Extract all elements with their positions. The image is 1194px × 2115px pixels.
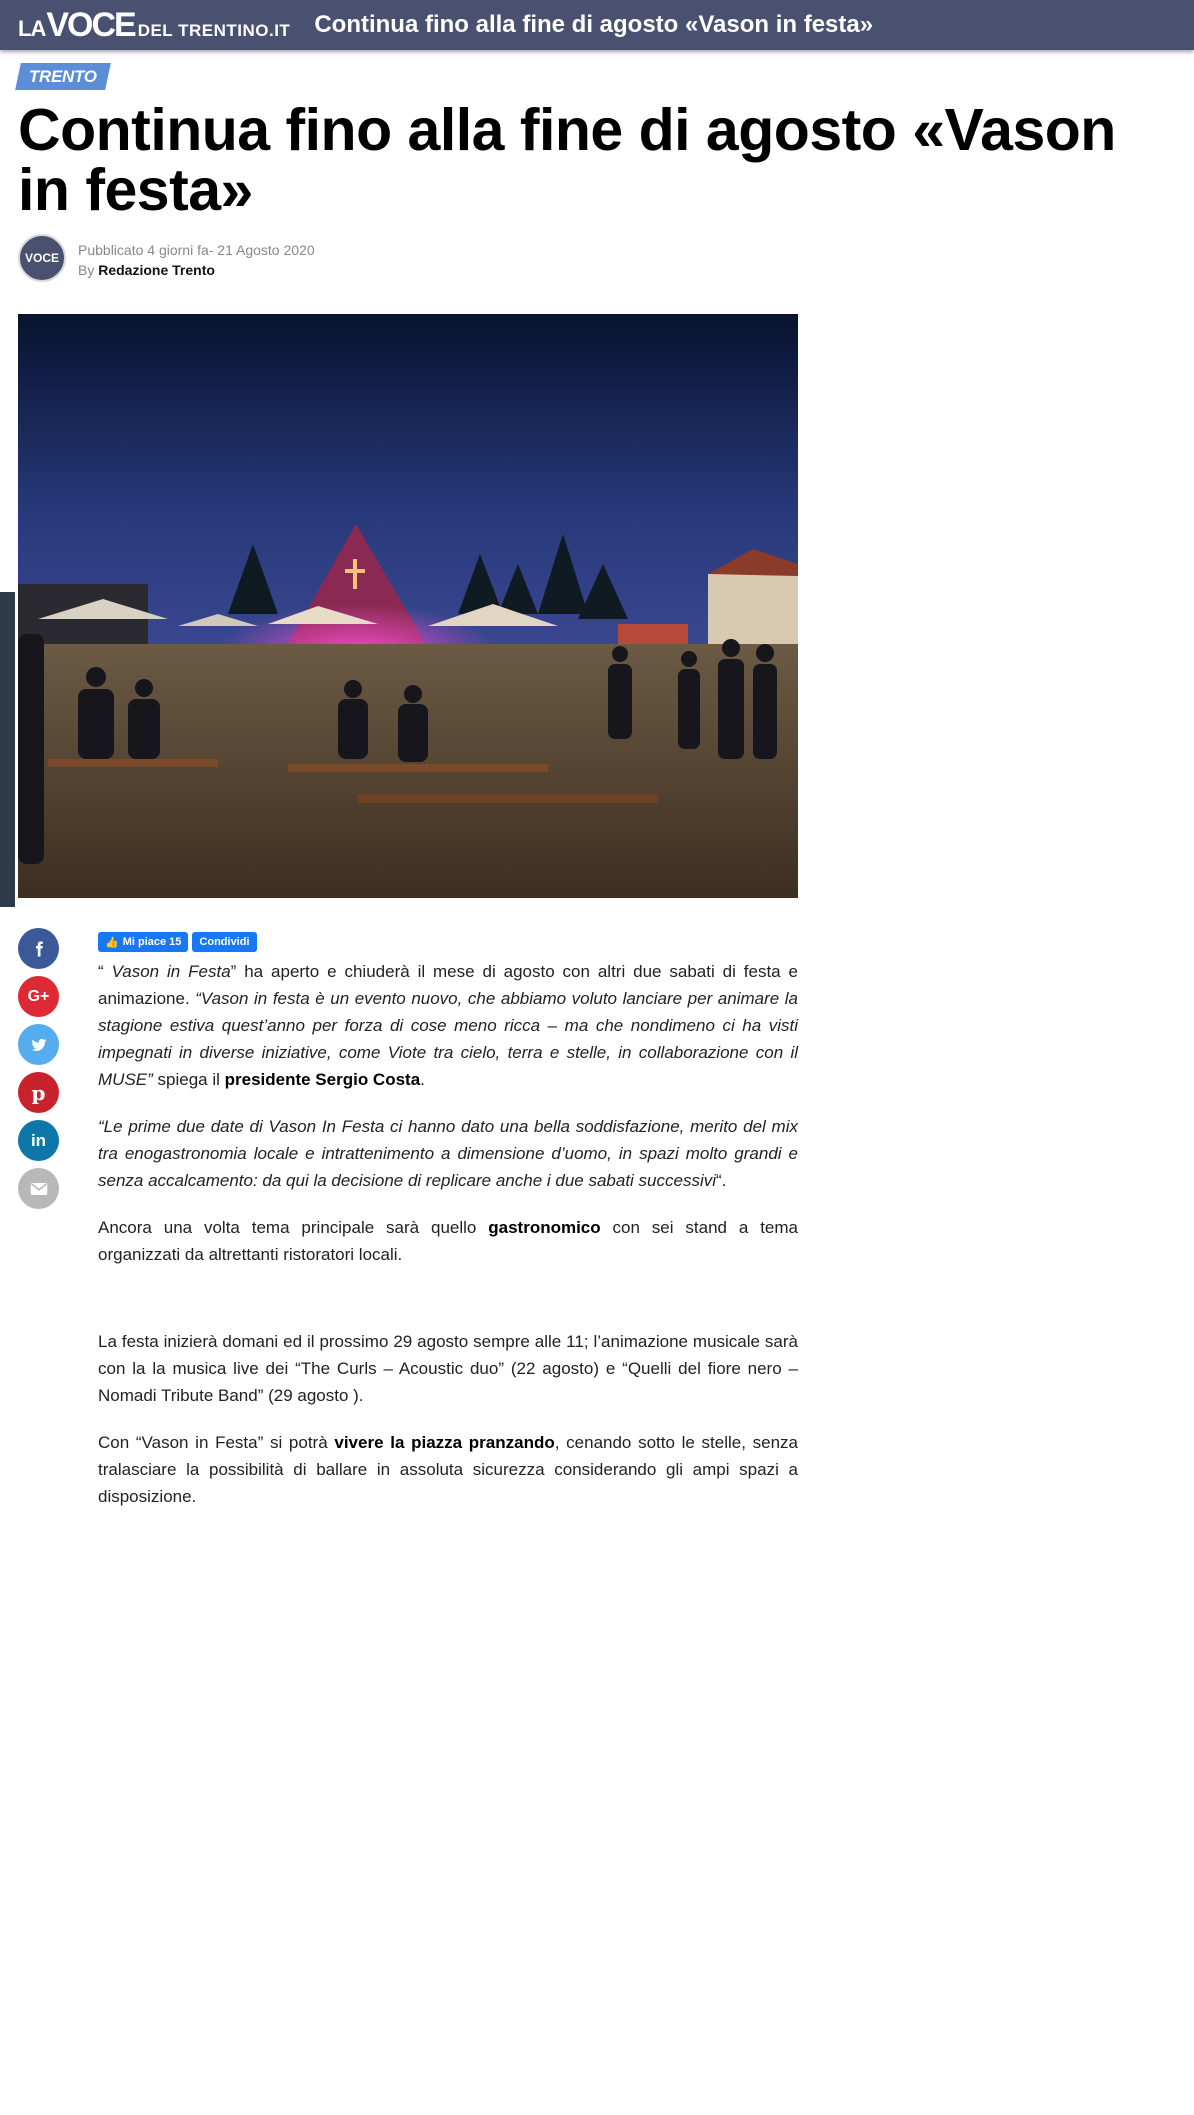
by-label: By (78, 262, 95, 278)
facebook-share-button[interactable] (18, 928, 59, 969)
paragraph-4: La festa inizierà domani ed il prossimo 29 agosto sempre alle 11; l’animazione musicale sarà con la la musica live dei “The Curls – Acoustic duo” (22 agosto) e “Quelli del fiore nero – Nomadi Tribute Band” (29 agosto ). (98, 1332, 798, 1405)
category-badge[interactable] (15, 63, 111, 90)
p1-text: ” ha aperto e chiuderà il mese di agosto con altri due sabati di festa e animazione. (98, 962, 798, 1008)
author-avatar[interactable] (18, 234, 66, 282)
p3-text: Ancora una volta tema principale sarà quello (98, 1218, 489, 1237)
email-icon (30, 1182, 48, 1196)
site-logo[interactable] (18, 8, 290, 42)
twitter-icon (30, 1036, 48, 1054)
share-column (18, 928, 60, 1216)
paragraph-1 (98, 958, 798, 1093)
google-plus-icon: G+ (27, 987, 50, 1005)
header-article-title: Continua fino alla fine di agosto «Vason in festa» (314, 11, 874, 38)
logo-voce: VOCE (46, 6, 135, 44)
event-name: Vason in Festa (111, 962, 231, 981)
p2-quote: “Le prime due date di Vason In Festa ci hanno dato una bella soddisfazione, merito del mix tra enogastronomia locale e intrattenimento a dimensione d’uomo, in spazi molto grandi e senza accalcamento: da qui la decisione di replicare anche i due sabati successivi (98, 1117, 798, 1190)
paragraph-5 (98, 1429, 798, 1510)
category-label: TRENTO (29, 66, 97, 86)
publish-date: Pubblicato 4 giorni fa- 21 Agosto 2020 (78, 242, 315, 258)
logo-la: LA (18, 16, 46, 41)
email-share-button[interactable] (18, 1168, 59, 1209)
logo-del: DEL TRENTINO.IT (137, 21, 291, 40)
linkedin-share-button[interactable] (18, 1120, 59, 1161)
featured-image (18, 314, 798, 898)
linkedin-icon: in (30, 1130, 47, 1150)
p5-bold: vivere la piazza pranzando (334, 1433, 555, 1452)
twitter-share-button[interactable] (18, 1024, 59, 1065)
quote-open: “ (98, 962, 112, 981)
left-edge-panel (0, 592, 15, 907)
avatar-text: VOCE (24, 251, 59, 265)
share-label: Condividi (199, 936, 250, 948)
p1-text-2: spiega il (152, 1070, 225, 1089)
thumbs-up-icon: 👍 (105, 936, 119, 949)
google-plus-share-button[interactable] (18, 976, 59, 1017)
facebook-icon (30, 940, 48, 958)
facebook-like-bar (98, 932, 257, 952)
p3-bold: gastronomico (488, 1218, 601, 1237)
site-header (0, 0, 1194, 50)
p1-quote: “Vason in festa è un evento nuovo, che abbiamo voluto lanciare per animare la stagione estiva quest’anno per forza di cose meno ricca – ma che nondimeno ci ha visti impegnati in diverse iniziative, come Viote tra cielo, terra e stelle, in collaborazione con il MUSE” (98, 989, 799, 1089)
author-link[interactable]: Redazione Trento (98, 262, 215, 278)
p1-bold: presidente Sergio Costa (224, 1070, 421, 1089)
article-body (98, 958, 798, 1530)
paragraph-2 (98, 1113, 798, 1194)
pinterest-icon: p (31, 1080, 46, 1105)
paragraph-3 (98, 1214, 798, 1268)
pinterest-share-button[interactable] (18, 1072, 59, 1113)
p1-end: . (420, 1070, 425, 1089)
p3-text-2: con sei stand a tema organizzati da altrettanti ristoratori locali. (98, 1218, 798, 1264)
like-label: Mi piace 15 (122, 936, 182, 948)
article-meta (78, 240, 315, 280)
like-button[interactable] (98, 932, 188, 952)
p2-end: “. (716, 1171, 727, 1190)
page-title: Continua fino alla fine di agosto «Vason in festa» (18, 97, 1116, 223)
p5-text-2: , cenando sotto le stelle, senza tralasciare la possibilità di ballare in assoluta sicurezza considerando gli ampi spazi a disposizione. (98, 1433, 799, 1506)
p5-text: Con “Vason in Festa” si potrà (98, 1433, 335, 1452)
share-button[interactable] (192, 932, 256, 952)
